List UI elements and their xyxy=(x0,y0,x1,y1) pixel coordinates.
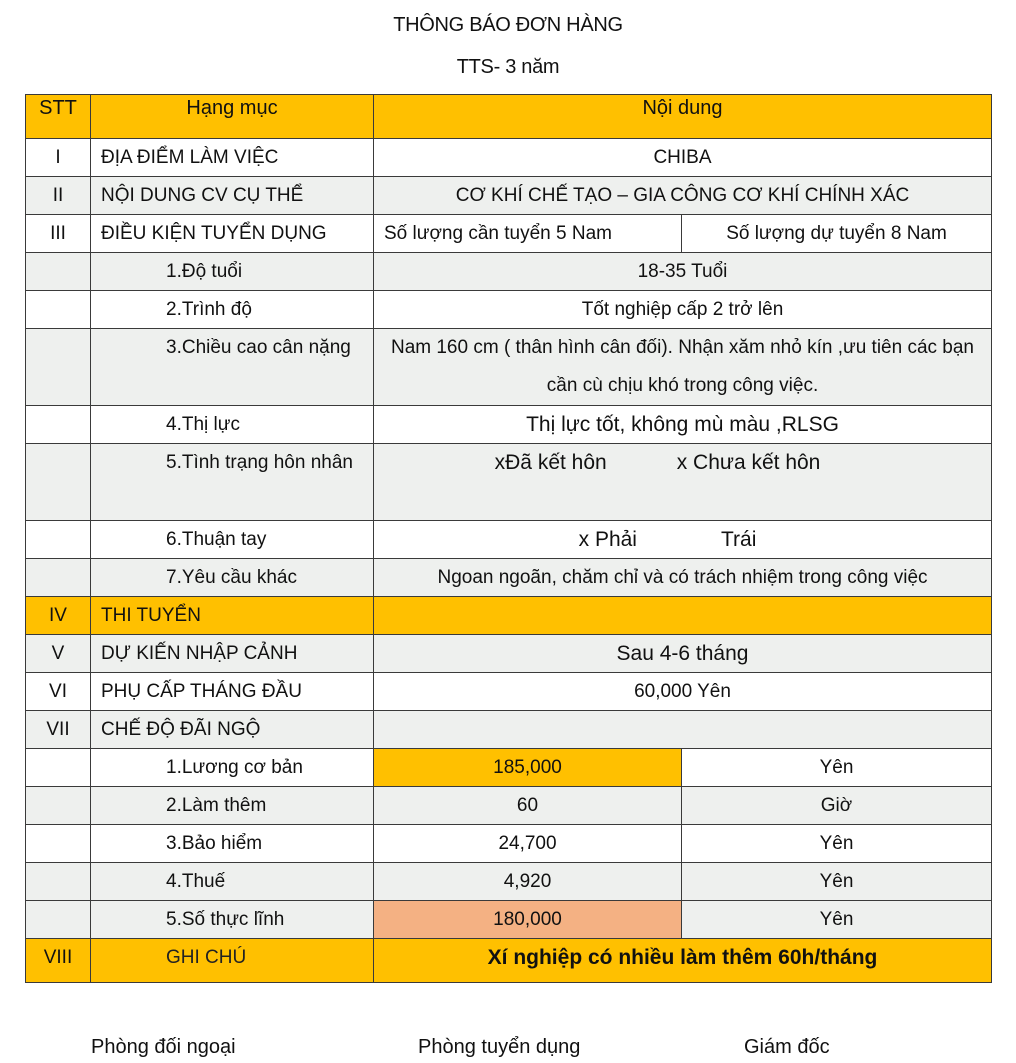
row-stt xyxy=(26,749,91,787)
table-row xyxy=(26,901,992,939)
row-stt xyxy=(26,825,91,863)
row-stt: I xyxy=(26,139,91,177)
row-stt: VII xyxy=(26,711,91,749)
document-subtitle: TTS- 3 năm xyxy=(456,56,560,78)
row-value: 60 xyxy=(374,787,682,825)
row-category: THI TUYỂN xyxy=(91,597,374,635)
table-row xyxy=(26,291,992,329)
row-content-marital xyxy=(374,444,992,521)
row-content: Sau 4-6 tháng xyxy=(374,635,992,673)
row-stt xyxy=(26,863,91,901)
row-content-required-count: Số lượng cần tuyển 5 Nam xyxy=(374,215,682,253)
row-value: 185,000 xyxy=(374,749,682,787)
header-stt: STT xyxy=(26,95,91,139)
row-stt: II xyxy=(26,177,91,215)
row-content: CHIBA xyxy=(374,139,992,177)
row-category: 3.Bảo hiểm xyxy=(91,825,374,863)
signature-foreign-dept: Phòng đối ngoại xyxy=(91,1036,236,1058)
row-category: DỰ KIẾN NHẬP CẢNH xyxy=(91,635,374,673)
row-content xyxy=(374,597,992,635)
row-category: 7.Yêu cầu khác xyxy=(91,559,374,597)
row-stt xyxy=(26,253,91,291)
row-content: 18-35 Tuổi xyxy=(374,253,992,291)
row-content: Thị lực tốt, không mù màu ,RLSG xyxy=(374,406,992,444)
row-content: 60,000 Yên xyxy=(374,673,992,711)
row-category: 5.Số thực lĩnh xyxy=(91,901,374,939)
row-stt xyxy=(26,291,91,329)
row-stt: VI xyxy=(26,673,91,711)
table-row xyxy=(26,329,992,406)
row-stt xyxy=(26,444,91,521)
row-stt: IV xyxy=(26,597,91,635)
row-unit: Yên xyxy=(682,825,992,863)
table-row xyxy=(26,825,992,863)
row-category: ĐỊA ĐIỂM LÀM VIỆC xyxy=(91,139,374,177)
row-unit: Yên xyxy=(682,749,992,787)
row-category: 1.Lương cơ bản xyxy=(91,749,374,787)
row-stt xyxy=(26,787,91,825)
option-married: xĐã kết hôn xyxy=(494,451,607,474)
row-value: 24,700 xyxy=(374,825,682,863)
row-unit: Yên xyxy=(682,863,992,901)
row-stt: III xyxy=(26,215,91,253)
row-stt xyxy=(26,559,91,597)
row-category: 1.Độ tuổi xyxy=(91,253,374,291)
row-category: 6.Thuận tay xyxy=(91,521,374,559)
row-content-candidate-count: Số lượng dự tuyển 8 Nam xyxy=(682,215,992,253)
row-value-net-salary: 180,000 xyxy=(374,901,682,939)
table-row xyxy=(26,139,992,177)
option-single: x Chưa kết hôn xyxy=(676,451,821,474)
row-content: Tốt nghiệp cấp 2 trở lên xyxy=(374,291,992,329)
row-stt: VIII xyxy=(26,939,91,983)
table-row xyxy=(26,863,992,901)
row-stt xyxy=(26,406,91,444)
row-category: 2.Làm thêm xyxy=(91,787,374,825)
table-row xyxy=(26,749,992,787)
table-row xyxy=(26,177,992,215)
table-row xyxy=(26,215,992,253)
table-row xyxy=(26,711,992,749)
row-stt: V xyxy=(26,635,91,673)
row-category: NỘI DUNG CV CỤ THỂ xyxy=(91,177,374,215)
table-row xyxy=(26,939,992,983)
row-category: GHI CHÚ xyxy=(91,939,374,983)
order-table xyxy=(25,94,992,983)
row-value: 4,920 xyxy=(374,863,682,901)
row-category: ĐIỀU KIỆN TUYỂN DỤNG xyxy=(91,215,374,253)
header-content: Nội dung xyxy=(374,95,992,139)
table-row xyxy=(26,444,992,521)
row-content: CƠ KHÍ CHẾ TẠO – GIA CÔNG CƠ KHÍ CHÍNH XÁC xyxy=(374,177,992,215)
row-stt xyxy=(26,329,91,406)
row-category: 3.Chiều cao cân nặng xyxy=(91,329,374,406)
row-category: CHẾ ĐỘ ĐÃI NGỘ xyxy=(91,711,374,749)
row-stt xyxy=(26,521,91,559)
table-row xyxy=(26,521,992,559)
row-category: 4.Thuế xyxy=(91,863,374,901)
table-header xyxy=(26,95,992,139)
row-category: 5.Tình trạng hôn nhân xyxy=(91,444,374,521)
table-row xyxy=(26,253,992,291)
row-content-handedness xyxy=(374,521,992,559)
signature-director: Giám đốc xyxy=(744,1036,830,1058)
option-left-hand: Trái xyxy=(720,528,757,551)
document-title: THÔNG BÁO ĐƠN HÀNG xyxy=(393,14,623,36)
row-category: PHỤ CẤP THÁNG ĐẦU xyxy=(91,673,374,711)
row-stt xyxy=(26,901,91,939)
table-row xyxy=(26,787,992,825)
table-row xyxy=(26,635,992,673)
table-row xyxy=(26,406,992,444)
signature-recruit-dept: Phòng tuyển dụng xyxy=(418,1036,581,1058)
row-note: Xí nghiệp có nhiều làm thêm 60h/tháng xyxy=(374,939,992,983)
row-content: Ngoan ngoãn, chăm chỉ và có trách nhiệm trong công việc xyxy=(374,559,992,597)
table-row xyxy=(26,559,992,597)
table-row xyxy=(26,673,992,711)
row-category: 2.Trình độ xyxy=(91,291,374,329)
option-right-hand: x Phải xyxy=(578,528,637,551)
row-category: 4.Thị lực xyxy=(91,406,374,444)
table-row xyxy=(26,597,992,635)
row-unit: Yên xyxy=(682,901,992,939)
row-content xyxy=(374,711,992,749)
header-category: Hạng mục xyxy=(91,95,374,139)
row-unit: Giờ xyxy=(682,787,992,825)
row-content: Nam 160 cm ( thân hình cân đối). Nhận xăm nhỏ kín ,ưu tiên các bạn cần cù chịu khó trong công việc. xyxy=(374,329,992,406)
